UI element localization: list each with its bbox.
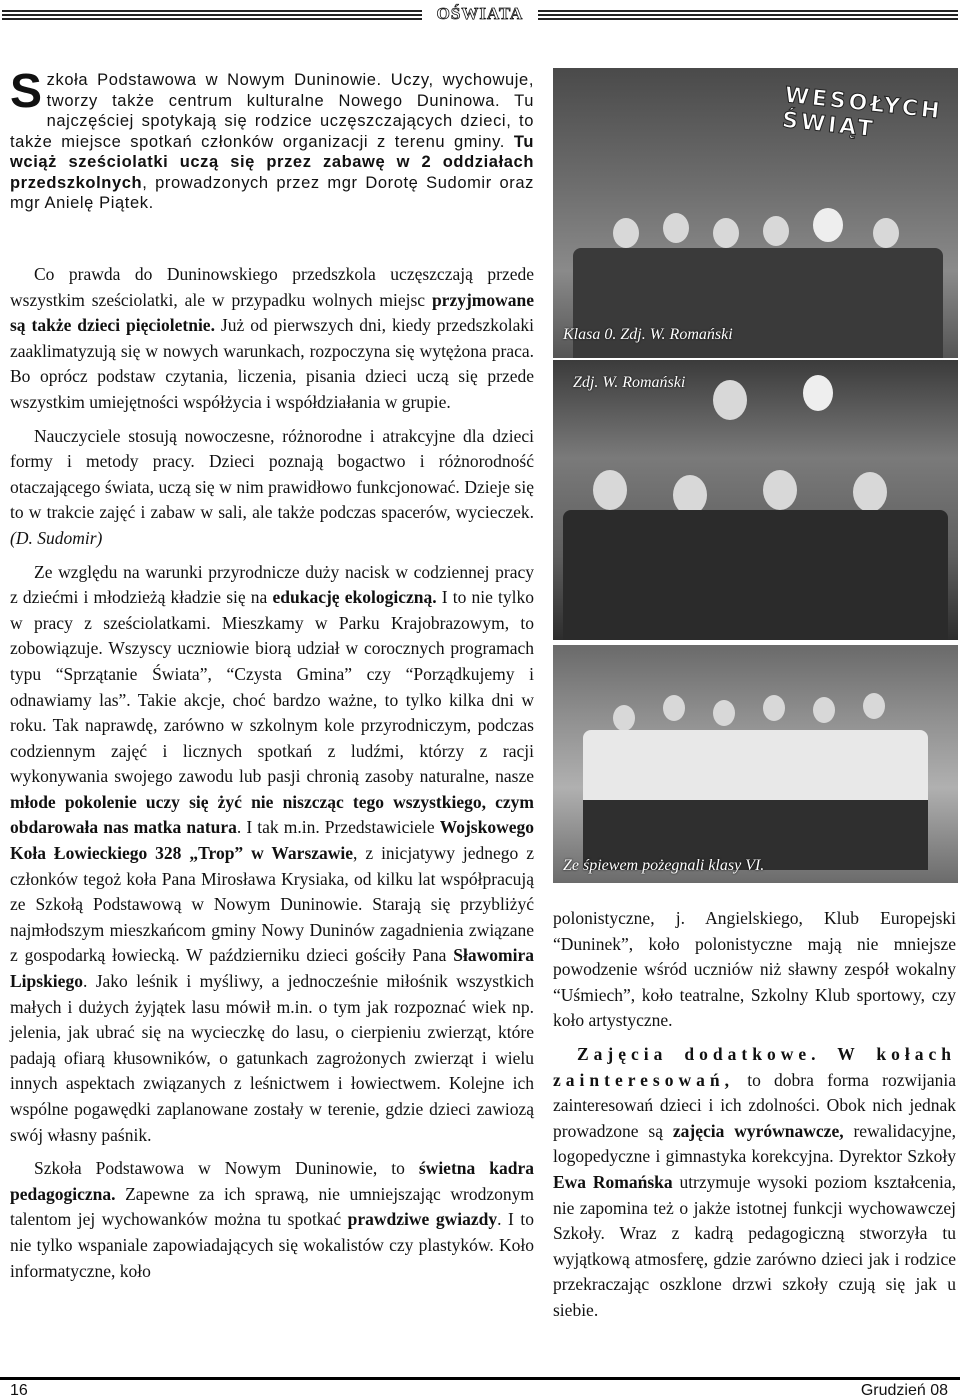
paragraph: Co prawda do Duninowskiego przedszkola uczęszczają przede wszystkim sześciolatki, ale w przypadku wolnych miejsc przyjmowane są także dzieci pięcioletnie. Już od pierwszych dni, kiedy przedszkolaki zaaklimatyzują się w nowych warunkach, rozpoczyna się wytężona praca. Bo oprócz podstaw czytania, liczenia, pisania dzieci uczą się przede wszystkim umiejętności współżycia i współdziałania w grupie. <box>10 264 534 412</box>
page-footer <box>0 1377 960 1399</box>
photo-banner: WESOŁYCH ŚWIĄT <box>780 82 944 143</box>
photo-choir <box>553 645 958 883</box>
issue-date: Grudzień 08 <box>860 1382 948 1399</box>
section-title: OŚWIATA <box>436 4 524 23</box>
paragraph: polonistyczne, j. Angielskiego, Klub Europejski “Duninek”, koło polonistyczne mają nie mniejsze powodzenie wśród uczniów niż sławny zespół wokalny “Uśmiech”, koło teatralne, Szkolny Klub sportowy, czy koło artystyczne. <box>553 908 956 1031</box>
paragraph: Nauczyciele stosują nowoczesne, różnorodne i atrakcyjne dla dzieci formy i metody pracy. Dzieci poznają bogactwo i różnorodność otaczającego świata, uczą się w nim prawidłowo funkcjonować. Dzieje się to w trakcie zajęć i zabaw w sali, ale także podczas spacerów, wycieczek. (D. Sudomir) <box>10 425 534 548</box>
left-column <box>10 262 534 1292</box>
lead-paragraph: Szkoła Podstawowa w Nowym Duninowie. Uczy, wychowuje, tworzy także centrum kulturalne Nowego Duninowa. Tu najczęściej spotykają się rodzice uczęszczających dzieci, to także miejsce spotkań członków organizacji z terenu gminy. Tu wciąż sześciolatki uczą się przez zabawę w 2 oddziałach przedszkolnych, prowadzonych przez mgr Dorotę Sudomir oraz mgr Anielę Piątek. <box>10 65 534 212</box>
paragraph: Ze względu na warunki przyrodnicze duży nacisk w codziennej pracy z dziećmi i młodzieżą kładzie się na edukację ekologiczną. I to nie tylko w pracy z sześciolatkami. Mieszkamy w Parku Krajobrazowym, to zobowiązuje. Wszyscy uczniowie biorą udział w corocznych programach typu “Sprzątanie Świata”, “Czysta Gmina” czy “Porządkujemy i odnawiamy las”. Takie akcje, choć bardzo ważne, to tylko kilka dni w roku. Tak naprawdę, zarówno w szkolnym kole przyrodniczym, podczas codziennym zajęć i licznych spotkań z ludźmi, którzy z racji wykonywania swojego zawodu lub pasji chronią zasoby naturalne, nasze młode pokolenie uczy się żyć nie niszcząc tego wszystkiego, czym obdarowała nas matka natura. I tak m.in. Przedstawiciele Wojskowego Koła Łowieckiego 328 „Trop” w Warszawie, z inicjatywy jednego z członków tegoż koła Pana Mirosława Krysiaka, od kilku lat współpracują ze Szkołą Podstawową w Nowym Duninowie. Starają się przybliżyć najmłodszym mieszkańcom gminy Nowy Duninów zagadnienia związane z gospodarką łowiecką. W październiku dzieci gościły Pana Sławomira Lipskiego. Jako leśnik i myśliwy, a jednocześnie miłośnik wszystkich małych i dużych żyjątek lasu mówił m.in. o tym jak rozpoznać wiek np. jelenia, jak ubrać się na wycieczkę do lasu, o cierpieniu zwierząt, które padają ofiarą kłusowników, o gatunkach zagrożonych zwierząt i wielu innych aspektach związanych z leśnictwem i łowiectwem. Kolejne ich wspólne pogawędki zaplanowane zostały w terenie, gdzie dzieci zawiozą swój własny paśnik. <box>10 561 535 1145</box>
photo-kindergarten-class <box>553 68 958 358</box>
paragraph: Zajęcia dodatkowe. W kołach zainteresowań, to dobra forma rozwijania zainteresowań dzieci i ich zdolności. Obok nich jednak prowadzone są zajęcia wyrównawcze, rewalidacyjne, logopedyczne i gimnastyka korekcyjna. Dyrektor Szkoły Ewa Romańska utrzymuje wysoki poziom kształcenia, nie zapomina też o jakże istotnej funkcji wychowawczej Szkoły. Wraz z kadrą pedagogiczną stworzyła tu wyjątkową atmosferę, gdzie zarówno dzieci jak i rodzice przekraczając oszklone drzwi szkoły czują się jak u siebie. <box>553 1043 956 1320</box>
photo-caption: Zdj. W. Romański <box>573 374 686 391</box>
paragraph: Szkoła Podstawowa w Nowym Duninowie, to świetna kadra pedagogiczna. Zapewne za ich sprawą, nie umniejszając wrodzonym talentom jej wychowanków można tu spotkać prawdziwe gwiazdy. I to nie tylko wspaniale zapowiadających się wokalistów czy plastyków. Koło informatyczne, koło <box>10 1158 534 1281</box>
header-rule-right <box>538 10 958 20</box>
header-rule-left <box>2 10 422 20</box>
right-column <box>553 906 956 1332</box>
page-header <box>0 4 960 26</box>
drop-cap: S <box>10 65 43 118</box>
photo-caption: Ze śpiewem pożegnali klasy VI. <box>563 857 765 874</box>
footer-rule <box>0 1377 960 1380</box>
page-number: 16 <box>10 1382 28 1399</box>
photo-caption: Klasa 0. Zdj. W. Romański <box>563 326 733 343</box>
photo-school-group <box>553 360 958 640</box>
